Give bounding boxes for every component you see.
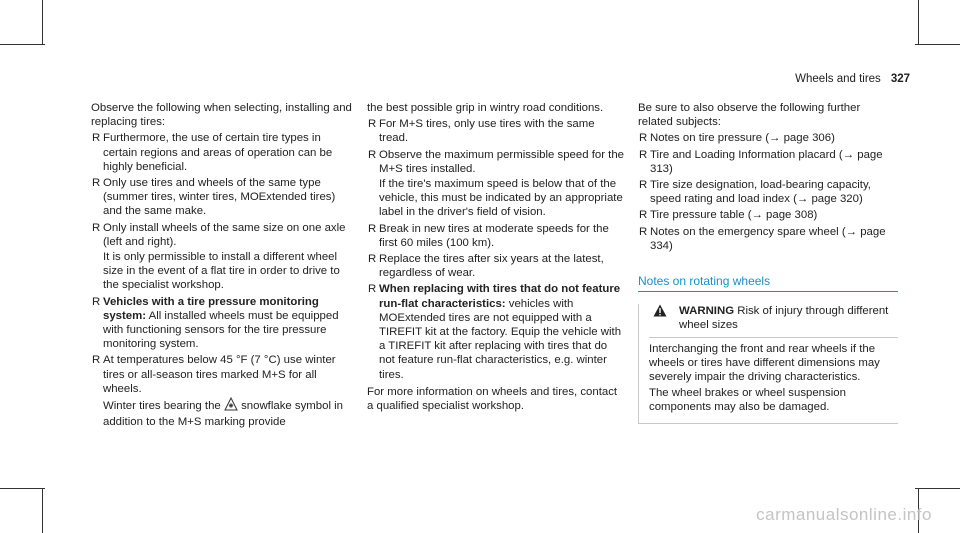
snowflake-mountain-icon bbox=[224, 397, 238, 415]
continued-text: the best possible grip in wintry road conditions. bbox=[367, 102, 604, 114]
list-item bbox=[367, 282, 625, 381]
crop-mark bbox=[42, 0, 43, 45]
warning-header bbox=[649, 304, 898, 332]
bullet-marker: R bbox=[92, 354, 101, 367]
crop-mark bbox=[0, 488, 45, 489]
intro-text: Be sure to also observe the following further related subjects: bbox=[638, 102, 861, 129]
list-item bbox=[638, 148, 898, 176]
bullet-marker: R bbox=[368, 283, 377, 296]
list-item-bold-lead: When replacing with tires that do not feature run-flat characteristics: bbox=[379, 283, 621, 310]
warning-box bbox=[638, 304, 898, 423]
bullet-marker: R bbox=[639, 148, 648, 161]
bullet-marker: R bbox=[368, 118, 377, 131]
list-item bbox=[367, 222, 625, 250]
crop-mark bbox=[0, 44, 45, 45]
list-item bbox=[638, 225, 898, 253]
list-item-text: Observe the maximum permissible speed for the M+S tires installed. bbox=[379, 148, 624, 175]
list-item-note bbox=[103, 397, 353, 429]
list-item bbox=[367, 148, 625, 176]
cross-reference-link[interactable]: Tire and Loading Information placard (→ page 313) bbox=[650, 148, 883, 175]
header-section-title: Wheels and tires bbox=[795, 73, 881, 85]
list-item bbox=[91, 295, 353, 352]
list-item bbox=[638, 178, 898, 206]
column-1 bbox=[91, 101, 353, 429]
bullet-marker: R bbox=[368, 253, 377, 266]
crop-mark bbox=[915, 44, 960, 45]
column-2 bbox=[367, 101, 625, 413]
bullet-marker: R bbox=[92, 177, 101, 190]
cross-reference-link[interactable]: Notes on the emergency spare wheel (→ page 334) bbox=[650, 225, 886, 252]
list-item-text: Furthermore, the use of certain tire types in certain regions and areas of operation can be highly beneficial. bbox=[103, 132, 333, 173]
intro-text: Observe the following when selecting, installing and replacing tires: bbox=[91, 102, 352, 129]
note-text-b: snowflake symbol in addition to the M+S marking provide bbox=[103, 400, 344, 429]
list-item-text: All installed wheels must be equipped with functioning sensors for the tire pressure monitoring system. bbox=[103, 309, 339, 351]
outro-text: For more information on wheels and tires, contact a qualified specialist workshop. bbox=[367, 385, 618, 413]
list-item-note: If the tire's maximum speed is below that of the vehicle, this must be indicated by an appropriate label in the driver's field of vision. bbox=[379, 178, 623, 219]
note-text-a: Winter tires bearing the bbox=[103, 400, 224, 413]
list-item bbox=[367, 117, 625, 145]
list-item bbox=[91, 131, 353, 174]
column-3 bbox=[638, 101, 898, 424]
warning-triangle-icon bbox=[653, 304, 667, 319]
warning-paragraph: Interchanging the front and rear wheels if the wheels or tires have different dimensions may severely impair the driving characteristics. bbox=[649, 342, 880, 384]
list-item bbox=[91, 176, 353, 219]
list-item-text: Only use tires and wheels of the same type (summer tires, winter tires, MOExtended tires) and the same make. bbox=[103, 177, 336, 218]
crop-mark bbox=[918, 0, 919, 45]
list-item bbox=[91, 353, 353, 396]
watermark: carmanualsonline.info bbox=[756, 505, 932, 524]
list-item-text: vehicles with MOExtended tires are not equipped with a TIREFIT kit at the factory. Equip the vehicle with a TIREFIT kit after replacing with tires that do not feature run-flat characteristics, e.g. winter tires. bbox=[379, 297, 622, 381]
warning-headline: Risk of injury through different wheel sizes bbox=[679, 305, 889, 332]
crop-mark bbox=[42, 488, 43, 533]
cross-reference-link[interactable]: Notes on tire pressure (→ page 306) bbox=[650, 132, 835, 145]
warning-label: WARNING bbox=[679, 305, 735, 318]
section-heading: Notes on rotating wheels bbox=[638, 274, 898, 292]
bullet-marker: R bbox=[92, 132, 101, 145]
list-item bbox=[91, 221, 353, 249]
list-item bbox=[638, 131, 898, 145]
list-item-text: Only install wheels of the same size on one axle (left and right). bbox=[103, 221, 346, 248]
list-item-text: At temperatures below 45 °F (7 °C) use winter tires or all-season tires marked M+S for all wheels. bbox=[103, 354, 336, 395]
list-item bbox=[638, 208, 898, 222]
bullet-marker: R bbox=[92, 295, 101, 308]
bullet-marker: R bbox=[639, 225, 648, 238]
bullet-marker: R bbox=[639, 209, 648, 222]
list-item-text: Replace the tires after six years at the latest, regardless of wear. bbox=[379, 253, 604, 280]
list-item-note: It is only permissible to install a different wheel size in the event of a flat tire in order to drive to the specialist workshop. bbox=[103, 251, 340, 292]
page-number: 327 bbox=[890, 73, 910, 85]
bullet-marker: R bbox=[639, 132, 648, 145]
bullet-marker: R bbox=[368, 148, 377, 161]
running-header bbox=[795, 73, 910, 85]
crop-mark bbox=[915, 488, 960, 489]
bullet-marker: R bbox=[639, 179, 648, 192]
list-item bbox=[367, 252, 625, 280]
cross-reference-link[interactable]: Tire pressure table (→ page 308) bbox=[650, 209, 818, 222]
list-item-bold-lead: Vehicles with a tire pressure monitoring system: bbox=[103, 295, 319, 322]
warning-body bbox=[649, 337, 898, 415]
warning-paragraph: The wheel brakes or wheel suspension components may also be damaged. bbox=[649, 387, 846, 414]
list-item-text: For M+S tires, only use tires with the same tread. bbox=[379, 118, 595, 145]
list-item-text: Break in new tires at moderate speeds for the first 60 miles (100 km). bbox=[379, 222, 609, 249]
cross-reference-link[interactable]: Tire size designation, load-bearing capacity, speed rating and load index (→ page 320) bbox=[650, 179, 871, 206]
bullet-marker: R bbox=[92, 221, 101, 234]
bullet-marker: R bbox=[368, 222, 377, 235]
